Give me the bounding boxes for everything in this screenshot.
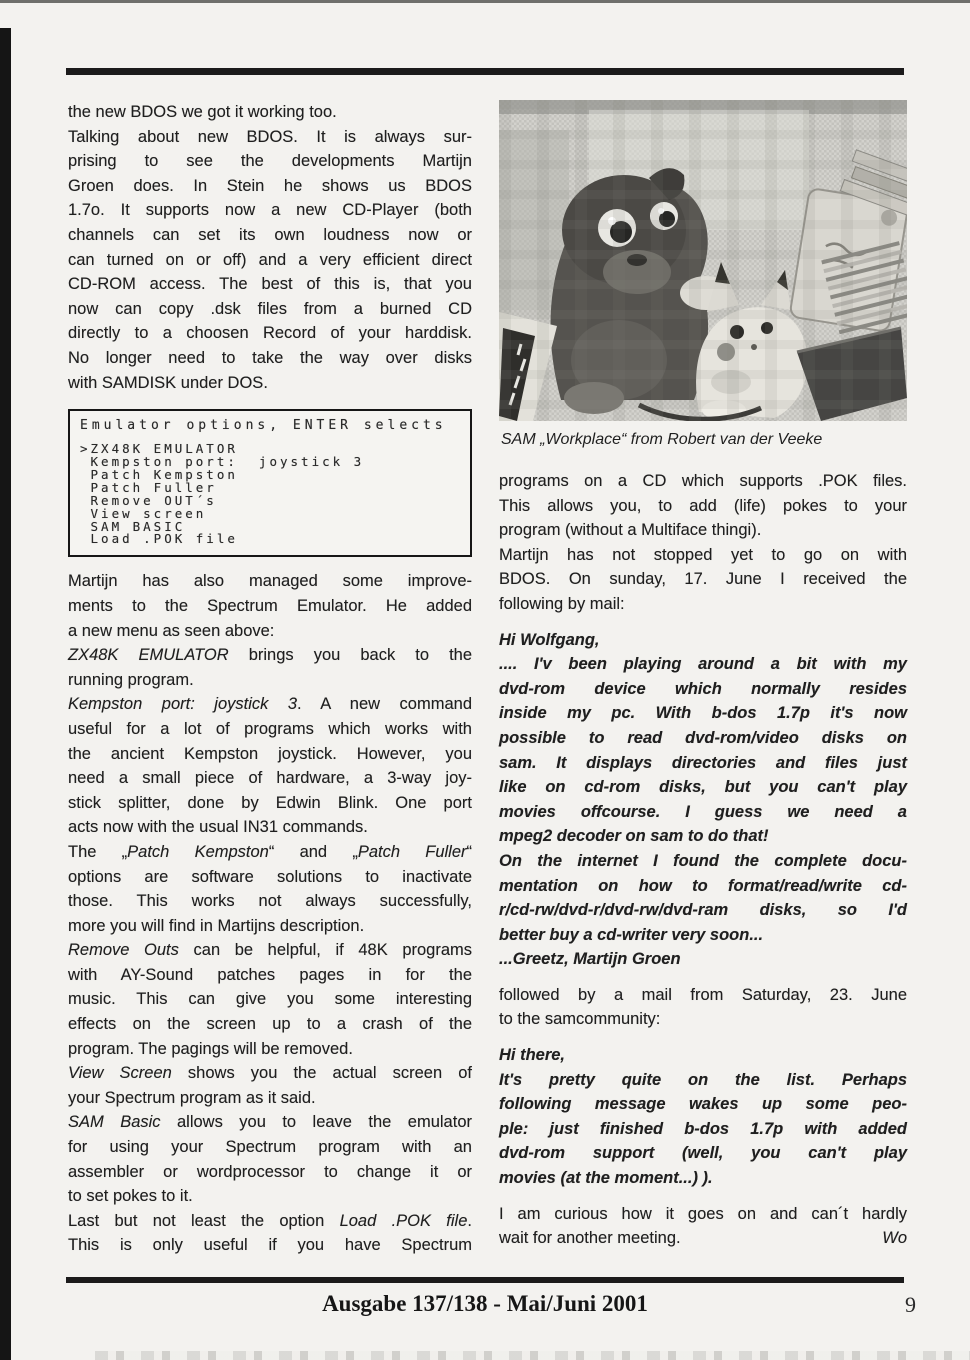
text-line: with SAMDISK under DOS. xyxy=(68,373,268,392)
menu-item: Patch Fuller xyxy=(80,479,217,495)
text-line: the new BDOS we got it working too. xyxy=(68,103,337,121)
text-line: Last but not least the option Load .POK file. xyxy=(68,1211,472,1230)
text-line: prising to see the developments Martijn xyxy=(68,152,472,171)
paragraph xyxy=(499,1202,907,1251)
sam-workplace-photo xyxy=(499,100,907,421)
text-line: to the samcommunity: xyxy=(499,1010,661,1029)
text-line: Hi there, xyxy=(499,1046,566,1065)
left-column-text-bottom xyxy=(68,569,472,1258)
paragraph xyxy=(68,1110,472,1208)
emulator-options-box xyxy=(68,409,472,557)
paragraph xyxy=(68,692,472,840)
menu-item: Load .POK file xyxy=(80,531,238,547)
menu-items xyxy=(80,443,460,546)
text-line: SAM Basic allows you to leave the emulator xyxy=(68,1113,472,1132)
letter-paragraph xyxy=(499,947,907,972)
text-line: Martijn has not stopped yet to go on with xyxy=(499,545,907,564)
text-line: ments to the Spectrum Emulator. He added xyxy=(68,596,472,615)
paragraph xyxy=(68,100,472,125)
text-line: I am curious how it goes on and can´t hardly xyxy=(499,1204,907,1223)
text-line: View Screen shows you the actual screen of xyxy=(68,1064,472,1083)
text-line: running program. xyxy=(68,670,194,689)
letter-paragraph xyxy=(499,628,907,653)
text-line: directly to a choosen Record of your harddisk. xyxy=(68,324,472,343)
text-line: those. This works not always successfully, xyxy=(68,892,472,911)
text-line: followed by a mail from Saturday, 23. June xyxy=(499,985,907,1004)
text-line: r/cd-rw/dvd-r/dvd-rw/dvd-ram disks, so I'd xyxy=(499,901,907,920)
text-line: better buy a cd-writer very soon... xyxy=(499,925,764,944)
text-line-with-signature: wait for another meeting. Wo xyxy=(499,1229,907,1248)
text-line: now can copy .dsk files from a burned CD xyxy=(68,299,472,318)
text-line: possible to read dvd-rom/video disks on xyxy=(499,728,907,747)
left-column-text-top xyxy=(68,100,472,395)
text-line: assembler or wordprocessor to change it or xyxy=(68,1162,472,1181)
text-line: music. This can give you some interesting xyxy=(68,990,472,1009)
right-column-text xyxy=(499,469,907,1251)
text-line: BDOS. On sunday, 17. June I received the xyxy=(499,570,907,589)
text-line: Talking about new BDOS. It is always sur- xyxy=(68,127,472,146)
text-line: program. The pagings will be removed. xyxy=(68,1039,353,1058)
text-line: ple: just finished b-dos 1.7p with added xyxy=(499,1119,907,1138)
menu-item: Patch Kempston xyxy=(80,466,238,482)
page-number: 9 xyxy=(905,1292,916,1317)
text-line: need a small piece of hardware, a 3-way joy- xyxy=(68,769,472,788)
text-line: 1.7o. It supports now a new CD-Player (both xyxy=(68,201,472,220)
text-line: Groen does. In Stein he shows us BDOS xyxy=(68,176,472,195)
scan-bottom-edge xyxy=(95,1351,970,1360)
text-line: program (without a Multiface thingi). xyxy=(499,521,762,540)
text-line: more you will find in Martijns description. xyxy=(68,916,365,935)
text-line: No longer need to take the way over disks xyxy=(68,348,472,367)
text-line: Martijn has also managed some improve- xyxy=(68,572,472,591)
text-line: The „Patch Kempston“ and „Patch Fuller“ xyxy=(68,842,472,861)
scan-left-edge xyxy=(0,28,11,1360)
text-line: CD-ROM access. The best of this is, that you xyxy=(68,275,472,294)
text-line: options are software solutions to inactivate xyxy=(68,867,472,886)
text-line: mpeg2 decoder on sam to do that! xyxy=(499,827,769,846)
menu-item: >ZX48K EMULATOR xyxy=(80,441,238,457)
text-line: inside my pc. With b-dos 1.7p it's now xyxy=(499,704,907,723)
paragraph xyxy=(499,543,907,617)
letter-paragraph xyxy=(499,1068,907,1191)
paragraph xyxy=(499,983,907,1032)
text-line: On the internet I found the complete docu- xyxy=(499,851,907,870)
text-line: dvd-rom device which normally resides xyxy=(499,679,907,698)
text-line: useful for a lot of programs which works with xyxy=(68,719,472,738)
paragraph xyxy=(68,1209,472,1258)
letter-paragraph xyxy=(499,652,907,849)
footer-issue-label: Ausgabe 137/138 - Mai/Juni 2001 xyxy=(322,1291,648,1316)
menu-item: SAM BASIC xyxy=(80,518,186,534)
paragraph xyxy=(68,643,472,692)
paragraph xyxy=(68,125,472,396)
paragraph xyxy=(68,840,472,938)
menu-item: View screen xyxy=(80,505,207,521)
text-line: mentation on how to format/read/write cd- xyxy=(499,876,907,895)
scan-top-edge xyxy=(0,0,970,3)
footer-rule xyxy=(66,1277,904,1283)
menu-item: Remove OUT´s xyxy=(80,492,217,508)
paragraph xyxy=(68,938,472,1061)
text-line: movies (at the moment...) ). xyxy=(499,1169,713,1188)
text-line: This allows you, to add (life) pokes to your xyxy=(499,496,907,515)
text-line: like on cd-rom disks, but you can't play xyxy=(499,778,907,797)
text-line: sam. It displays directories and files just xyxy=(499,753,907,772)
text-line: for using your Spectrum program with an xyxy=(68,1138,472,1157)
header-rule xyxy=(66,68,904,75)
text-line: This is only useful if you have Spectrum xyxy=(68,1236,472,1255)
text-line: dvd-rom support (well, you can't play xyxy=(499,1144,907,1163)
photo-caption: SAM „Workplace“ from Robert van der Veeke xyxy=(501,431,823,448)
text-line: It's pretty quite on the list. Perhaps xyxy=(499,1070,907,1089)
letter-paragraph xyxy=(499,1043,907,1068)
paragraph xyxy=(68,569,472,643)
right-column xyxy=(499,100,907,1251)
text-line: with AY-Sound patches pages in for the xyxy=(68,965,472,984)
text-line: Hi Wolfgang, xyxy=(499,630,600,649)
text-line: channels can set its own loudness now or xyxy=(68,225,472,244)
text-line: movies offcourse. I guess we need a xyxy=(499,802,907,821)
left-column xyxy=(68,100,472,1258)
text-line: following by mail: xyxy=(499,594,625,613)
text-line: the ancient Kempston joystick. However, you xyxy=(68,744,472,763)
paragraph xyxy=(499,469,907,543)
text-line: ZX48K EMULATOR brings you back to the xyxy=(68,646,473,665)
menu-item: Kempston port: joystick 3 xyxy=(80,454,365,470)
text-line: acts now with the usual IN31 commands. xyxy=(68,818,368,837)
menu-title: Emulator options, ENTER selects xyxy=(80,418,447,434)
letter-paragraph xyxy=(499,849,907,947)
text-line: ...Greetz, Martijn Groen xyxy=(499,950,681,969)
text-line: Kempston port: joystick 3. A new command xyxy=(68,695,472,714)
text-line: effects on the screen up to a crash of the xyxy=(68,1015,472,1034)
text-line: a new menu as seen above: xyxy=(68,621,275,640)
text-line: can turned on or off) and a very efficient direct xyxy=(68,250,472,269)
text-line: Remove Outs can be helpful, if 48K programs xyxy=(68,941,473,960)
text-line: following message wakes up some peo- xyxy=(499,1095,907,1114)
text-line: your Spectrum program as it said. xyxy=(68,1088,316,1107)
text-line: programs on a CD which supports .POK files. xyxy=(499,472,907,490)
paragraph xyxy=(68,1061,472,1110)
text-line: stick splitter, done by Edwin Blink. One port xyxy=(68,793,472,812)
text-line: .... I'v been playing around a bit with my xyxy=(499,655,907,674)
text-line: to set pokes to it. xyxy=(68,1187,193,1206)
